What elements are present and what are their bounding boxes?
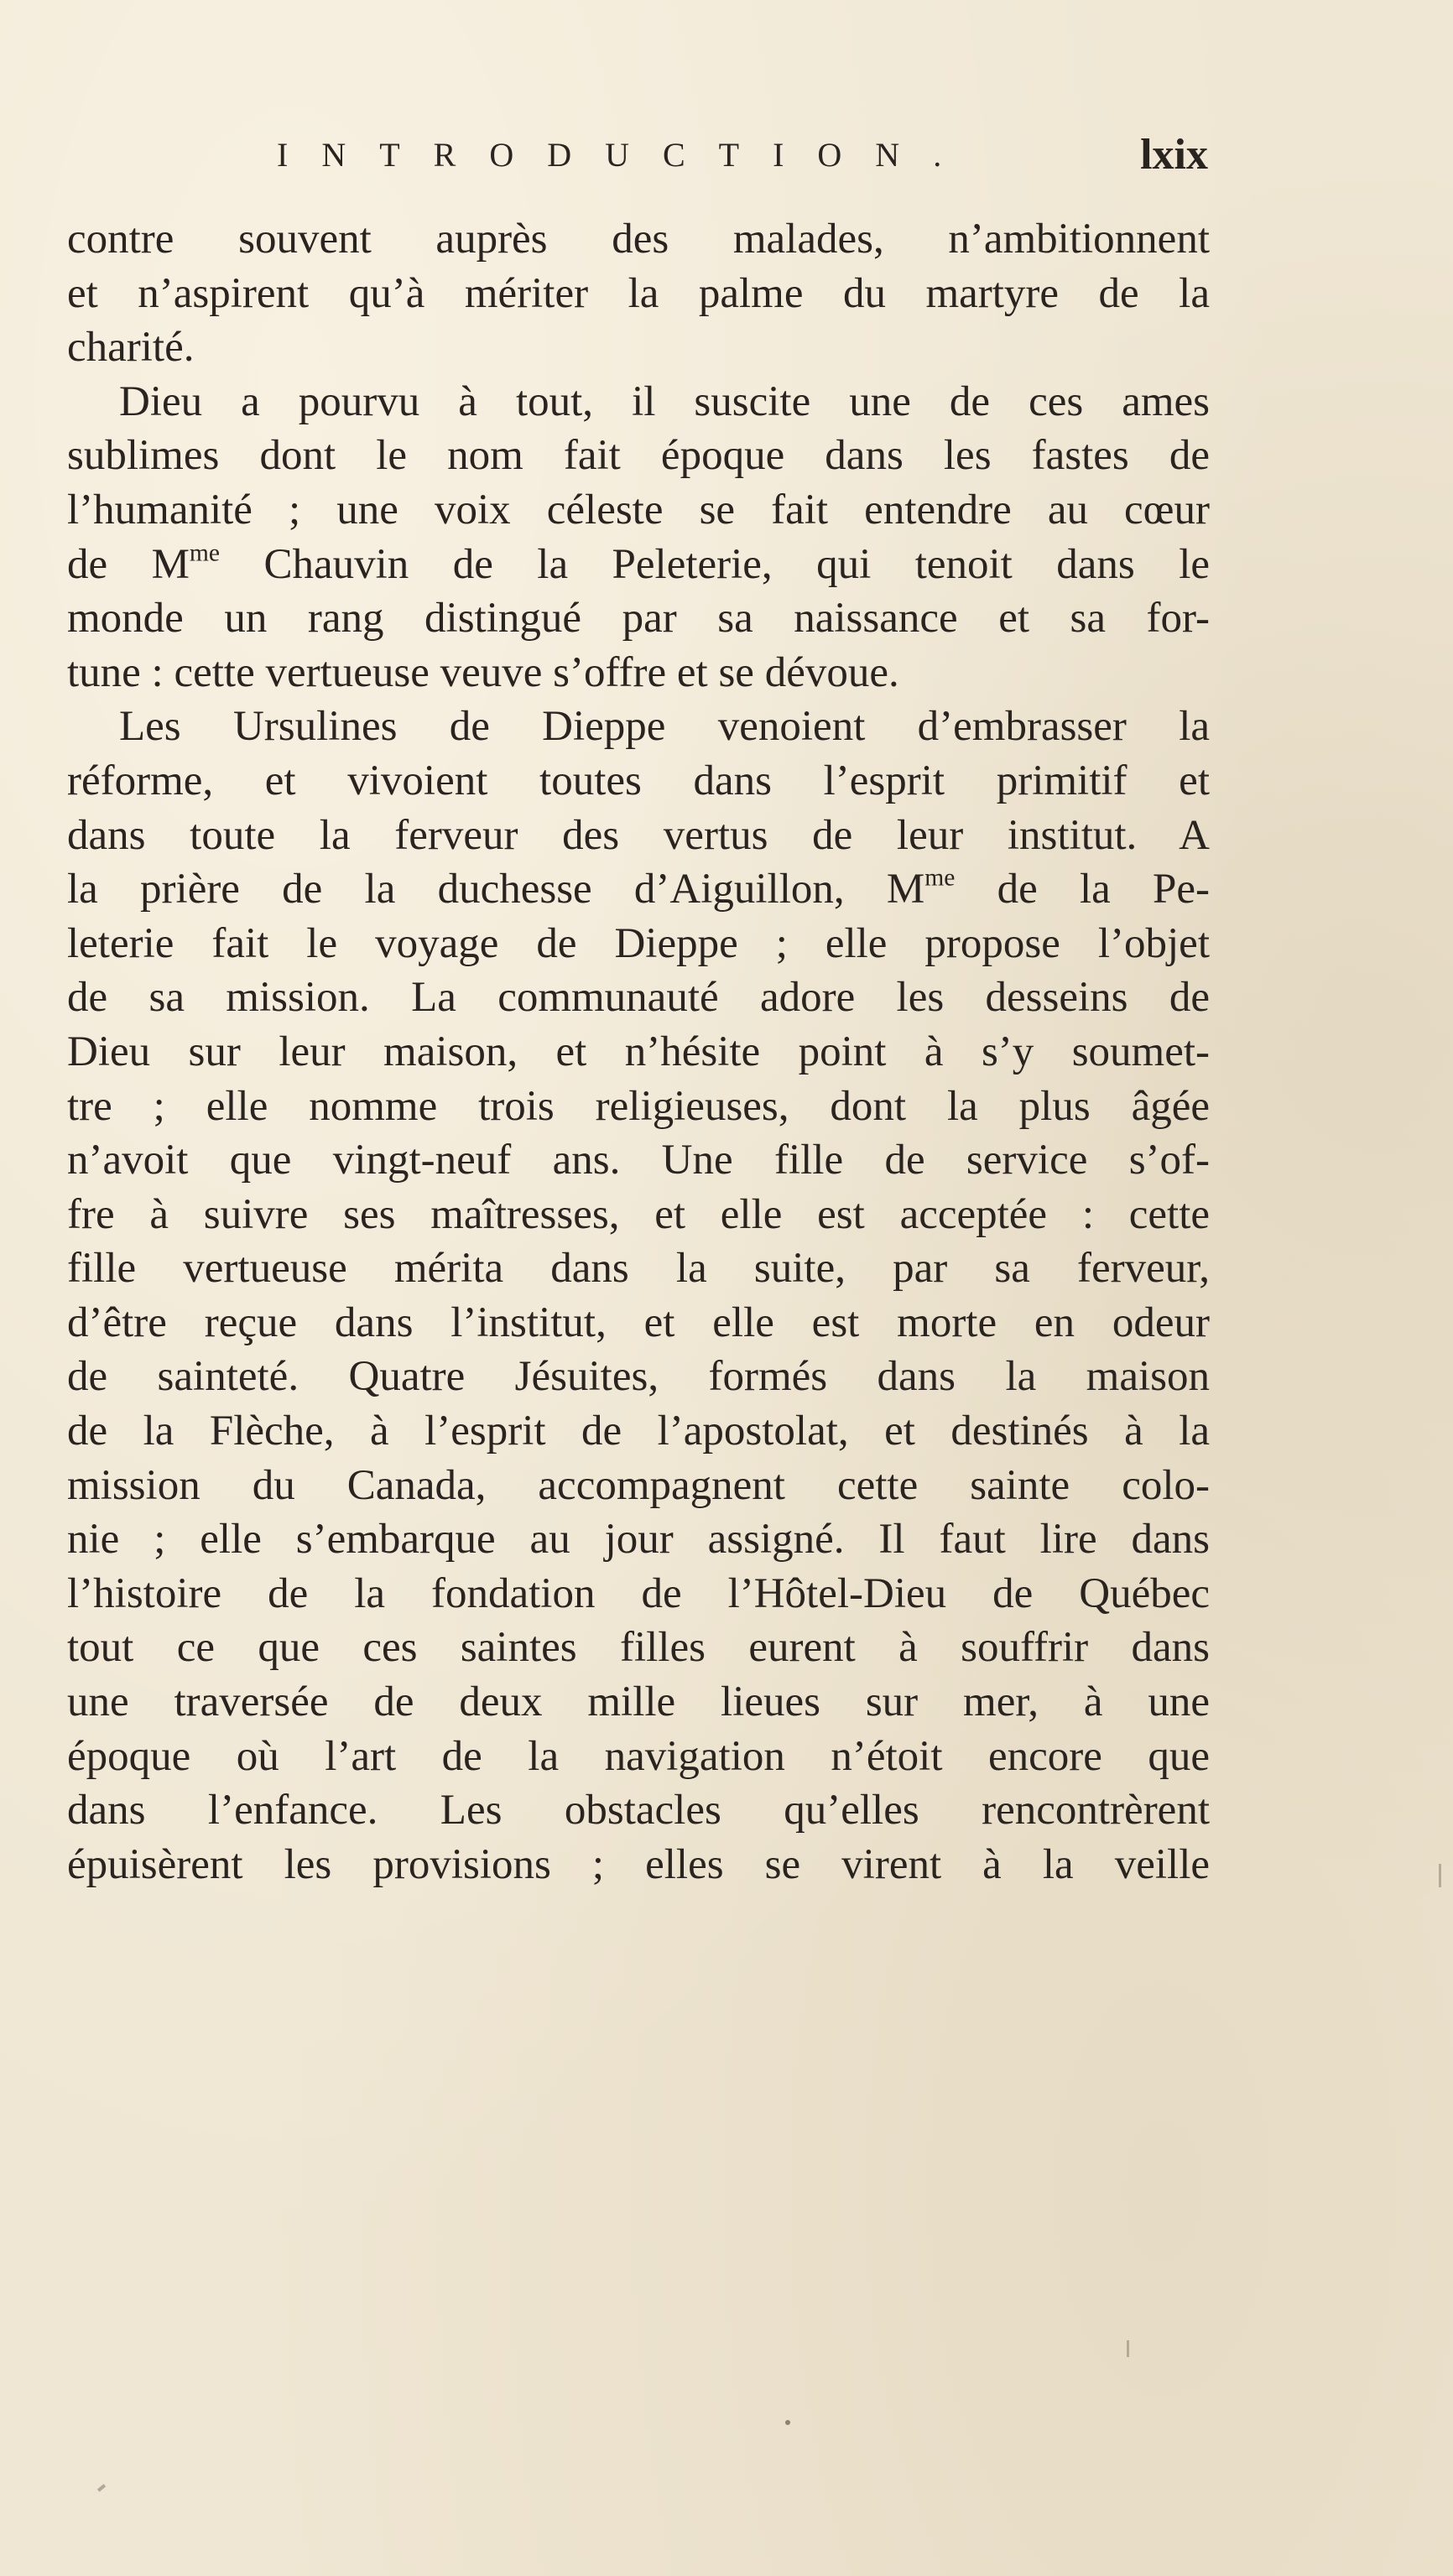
text-fragment: Chauvin de la Peleterie, qui tenoit dans le [220,540,1210,588]
text-line: tout ce que ces saintes filles eurent à souffrir dans [67,1624,1210,1672]
text-line: dans l’enfance. Les obstacles qu’elles rencontrèrent [67,1787,1210,1834]
paragraph [67,212,1210,375]
text-fragment: de la Pe- [955,866,1210,913]
running-head [67,126,1208,185]
body-text [67,212,1210,1892]
paragraph [67,700,1210,1892]
text-line: charité. [67,324,195,372]
text-line: époque où l’art de la navigation n’étoit encore que [67,1732,1210,1780]
text-line: de la Flèche, à l’esprit de l’apostolat, et destinés à la [67,1408,1210,1455]
text-line: l’humanité ; une voix céleste se fait entendre au cœur [67,486,1210,533]
text-line: mission du Canada, accompagnent cette sainte colo- [67,1461,1210,1509]
text-line: de sainteté. Quatre Jésuites, formés dans la maison [67,1353,1210,1401]
text-line: leterie fait le voyage de Dieppe ; elle propose l’objet [67,919,1210,967]
text-line: d’être reçue dans l’institut, et elle est morte en odeur [67,1298,1210,1346]
text-line: tre ; elle nomme trois religieuses, dont la plus âgée [67,1082,1210,1130]
paragraph [67,375,1210,700]
text-line: Dieu sur leur maison, et n’hésite point à s’y soumet- [67,1028,1210,1075]
text-line [67,538,1210,592]
text-line: Les Ursulines de Dieppe venoient d’embrasser la [119,703,1210,751]
running-title: INTRODUCTION. [277,136,976,174]
superscript-abbreviation: me [924,864,956,892]
text-line: monde un rang distingué par sa naissance et sa for- [67,595,1210,643]
text-line: Dieu a pourvu à tout, il suscite une de ces ames [119,377,1210,425]
text-line: épuisèrent les provisions ; elles se virent à la veille [67,1840,1210,1888]
text-line: l’histoire de la fondation de l’Hôtel-Dieu de Québec [67,1569,1210,1617]
text-line: sublimes dont le nom fait époque dans les fastes de [67,432,1210,480]
paper-speck [97,2484,106,2491]
page-number: lxix [1140,131,1208,179]
text-line: tune : cette vertueuse veuve s’offre et se dévoue. [67,648,899,696]
paper-speck [785,2420,790,2425]
text-line: réforme, et vivoient toutes dans l’esprit primitif et [67,757,1210,804]
text-line: nie ; elle s’embarque au jour assigné. Il faut lire dans [67,1516,1210,1564]
text-line: fille vertueuse mérita dans la suite, par sa ferveur, [67,1245,1210,1293]
text-line: n’avoit que vingt-neuf ans. Une fille de service s’of- [67,1137,1210,1184]
paper-speck [1127,2340,1129,2357]
text-line: contre souvent auprès des malades, n’ambitionnent [67,216,1210,263]
paper-speck [1439,1864,1441,1887]
text-line [67,862,1210,917]
text-line: et n’aspirent qu’à mériter la palme du martyre de la [67,269,1210,317]
text-line: une traversée de deux mille lieues sur mer, à une [67,1678,1210,1726]
text-line: de sa mission. La communauté adore les desseins de [67,974,1210,1022]
text-fragment: la prière de la duchesse d’Aiguillon, M [67,866,925,913]
text-line: fre à suivre ses maîtresses, et elle est acceptée : cette [67,1190,1210,1238]
superscript-abbreviation: me [189,539,221,566]
text-fragment: de M [67,540,190,588]
text-line: dans toute la ferveur des vertus de leur institut. A [67,811,1210,859]
